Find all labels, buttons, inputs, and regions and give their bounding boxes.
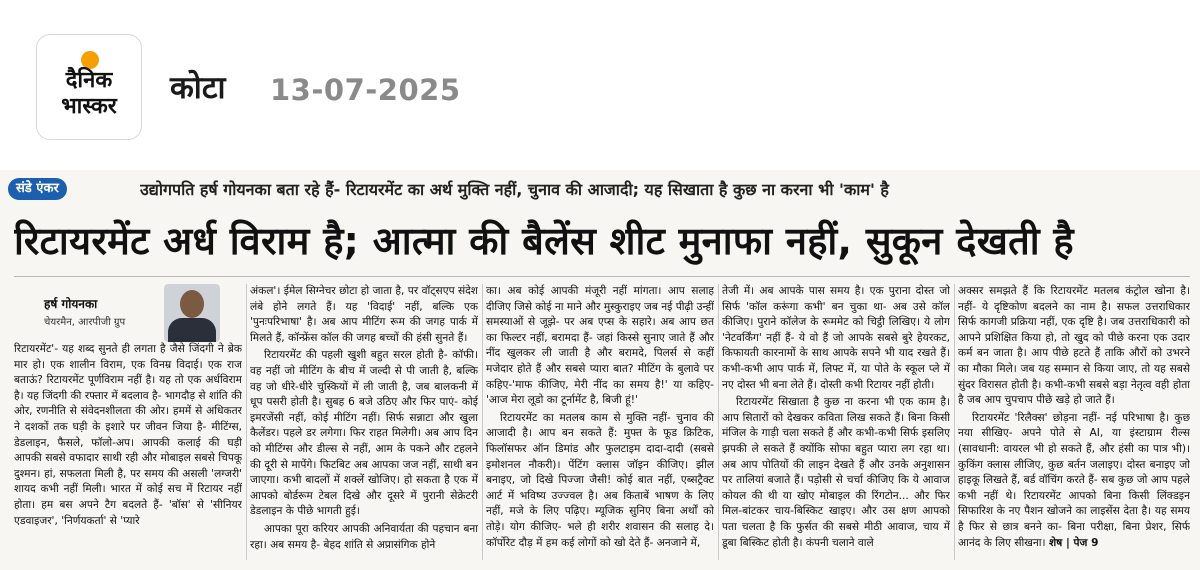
article-column-3 [486,284,714,564]
paragraph [958,411,1190,551]
paragraph: रिटायरमेंट'- यह शब्द सुनते ही लगता है जैसे जिंदगी ने ब्रेक मार हो। एक शालीन विराम, एक विनम्र विदाई। एक राज बताऊं? रिटायरमेंट पूर्णविराम नहीं है। यह तो एक अर्धविराम है। यह जिंदगी की रफ्तार में बदलाव है- भागदौड़ से शांति की ओर, रणनीति से संवेदनशीलता की ओर। हममें से अधिकतर ने दशकों तक घड़ी के इशारे पर जीवन जिया है- मीटिंग्स, डेडलाइन, फैसले, फॉलो-अप। आपकी कलाई की घड़ी आपकी सबसे वफादार साथी रही और मोबाइल सबसे चिपकू दुश्मन। हां, सफलता मिली है, पर समय की असली 'लग्जरी' शायद कभी नहीं मिली। भारत में कोई सच में रिटायर नहीं होता। हम बस अपने टैग बदलते हैं- 'बॉस' से 'सीनियर एडवाइजर', 'निर्णयकर्ता' से 'प्यारे [14,343,242,527]
photo-head [180,290,204,318]
paragraph: रिटायरमेंट सिखाता है कुछ ना करना भी एक काम है। आप सितारों को देखकर कविता लिख सकते हैं। बिना किसी मंजिल के गाड़ी चला सकते हैं और कभी-कभी सिर्फ इसलिए झपकी ले सकते हैं क्योंकि सोफा बहुत प्यारा लग रहा था। अब आप पोतियों की लाइन देखते हैं और उनके अनुशासन पर तालियां बजाते हैं। पड़ोसी से चर्चा कीजिए कि ये आवाज कोयल की थी या खोए मोबाइल की रिंगटोन... और फिर मिल-बांटकर चाय-बिस्किट खाइए। और उस क्षण आपको पता चलता है कि फुर्सत की सबसे मीठी आवाज, चाय में डूबा बिस्किट होती है। कंपनी चलाने वाले [722,396,950,549]
kicker-line: उद्योगपति हर्ष गोयनका बता रहे हैं- रिटायरमेंट का अर्थ मुक्ति नहीं, चुनाव की आजादी; यह सिखाता है कुछ ना करना भी 'काम' है [140,180,889,199]
author-photo [164,284,220,342]
edition-city: कोटा [170,70,226,106]
section-tag: संडे एंकर [8,178,67,200]
newspaper-clipping [0,170,1200,570]
byline [14,282,242,342]
column-divider [482,284,483,560]
paragraph: रिटायरमेंट का मतलब काम से मुक्ति नहीं- चुनाव की आजादी है। आप बन सकते हैं: मुफ्त के फूड क्रिटिक, फिलॉसफर ऑन डिमांड और फुलटाइम दादा-दादी (सबसे इमोशनल नौकरी)। पेंटिंग क्लास जॉइन कीजिए। झील बनाइए, जो दिखे पिज्जा जैसी! कोई बात नहीं, एब्सट्रैक्ट आर्ट में भविष्य उज्ज्वल है। अब किताबें भाषण के लिए नहीं, मजे के लिए पढ़िए। म्यूजिक सुनिए बिना अर्थों को तोड़े। योग कीजिए- भले ही शरीर शवासन की सलाह दे। कॉर्पोरेट दौड़ में हम कई लोगों को खो देते हैं- अनजाने में, [486,411,714,549]
paragraph: तेजी में। अब आपके पास समय है। एक पुराना दोस्त जो सिर्फ 'कॉल करूंगा कभी' बन चुका था- अब उसे कॉल कीजिए। पुराने कॉलेज के रूममेट को चिट्ठी लिखिए। ये लोग 'नेटवर्किंग' नहीं हैं- ये वो हैं जो आपके सबसे बुरे हेयरकट, किफायती कारनामों के साथ आपके सपने भी याद रखते हैं। कभी-कभी आप पार्क में, लिफ्ट में, या पोते के स्कूल प्ले में नए दोस्त भी बना लेते हैं। दोस्ती कभी रिटायर नहीं होती। [722,285,950,391]
logo-line-2: भास्कर [61,94,117,119]
logo-line-1: दैनिक [65,68,113,93]
column-divider [246,284,247,560]
article-column-1 [14,342,242,564]
dainik-bhaskar-logo [36,34,142,140]
sun-icon [81,51,99,69]
paragraph: रिटायरमेंट की पहली खुशी बहुत सरल होती है- कॉफी। वह नहीं जो मीटिंग के बीच में जल्दी से पी जाती है, बल्कि वह जो धीरे-धीरे चुस्कियों में ली जाती है, जब बालकनी में धूप पसरी होती है। सुबह 6 बजे उठिए और फिर पाएं- कोई इमरजेंसी नहीं, कोई मीटिंग नहीं। सिर्फ सन्नाटा और खुला कैलेंडर। पहले डर लगेगा। फिर राहत मिलेगी। अब आप दिन को मीटिंग्स और डील्स से नहीं, आम के पकने और टहलने की दूरी से मापेंगे। फिटबिट अब आपका जज नहीं, साथी बन जाएगा। कभी बादलों में शक्लें खोजिए। हो सकता है एक में आपको बोर्डरूम टेबल दिखे और दूसरे में पुरानी सेक्रेटरी डेडलाइन के पीछे भागती हुई। [250,349,478,518]
continuation-note: शेष | पेज 9 [1048,536,1099,549]
author-role: चेयरमैन, आरपीजी ग्रुप [44,317,126,328]
headline-divider [14,276,1190,277]
paragraph-text: रिटायरमेंट 'रिलैक्स' छोड़ना नहीं- नई परिभाषा है। कुछ नया सीखिए- अपने पोते से AI, या इंस्टाग्राम रील्स (सावधानी: वायरल भी हो सकते हैं, और हंसी का पात्र भी)। कुकिंग क्लास लीजिए, कुछ बर्तन जलाइए। दोस्त बनाइए जो हाइकू लिखते हैं, बर्ड वॉचिंग करते हैं- सब कुछ जो आप पहले कभी नहीं थे। रिटायरमेंट आपको बिना किसी लिंक्डइन सिफारिश के नए पैशन खोजने का लाइसेंस देता है। यह समय है फिर से छात्र बनने का- बिना परीक्षा, बिना प्रेशर, सिर्फ आनंद के लिए सीखना। [958,411,1190,549]
column-divider [718,284,719,560]
article-column-5 [958,284,1190,564]
edition-date: 13-07-2025 [270,73,461,107]
author-name: हर्ष गोयनका [44,297,98,311]
paragraph: अंकल'। ईमेल सिग्नेचर छोटा हो जाता है, पर वॉट्सएप संदेश लंबे होने लगते हैं। यह 'विदाई' नहीं, बल्कि एक 'पुनःपरिभाषा' है। अब आप मीटिंग रूम की जगह पार्क में मिलते हैं, कॉन्फ्रेंस कॉल की जगह बच्चों की हंसी सुनते हैं। [250,285,478,344]
photo-torso [168,318,216,342]
column-divider [954,284,955,560]
paragraph: का। अब कोई आपकी मंजूरी नहीं मांगता। आप सलाह दीजिए जिसे कोई ना माने और मुस्कुराइए जब नई पीढ़ी उन्हीं समस्याओं से जूझे- पर अब एप्स के सहारे। अब आप छत का फिल्टर नहीं, बरामदा हैं- जहां किस्से सुनाए जाते हैं और नींद खुलकर ली जाती है और बरामदे, पिलर्स से कहीं मजेदार होते हैं और सबसे प्यारा बात? मीटिंग के बुलावे पर कहिए-'माफ कीजिए, मेरी नींद का समय है!' या कहिए- 'आज मेरा लूडो का टूर्नामेंट है, बिजी हूं!' [486,285,714,407]
paragraph: आपका पूरा करियर आपकी अनिवार्यता की पहचान बना रहा। अब समय है- बेहद शांति से अप्रासंगिक होने [250,522,478,551]
headline: रिटायरमेंट अर्ध विराम है; आत्मा की बैलेंस शीट मुनाफा नहीं, सुकून देखती है [14,219,1074,263]
article-column-2 [250,284,478,564]
article-column-4 [722,284,950,564]
paragraph: अक्सर समझते हैं कि रिटायरमेंट मतलब कंट्रोल खोना है। नहीं- ये दृष्टिकोण बदलने का नाम है। सफल उत्तराधिकार सिर्फ कागजी प्रक्रिया नहीं, एक दृष्टि है। जब उत्तराधिकारी को आपने प्रशिक्षित किया हो, तो खुद को पीछे करना एक उदार कर्म बन जाता है। आप पीछे हटते हैं ताकि औरों को उभरने का मौका मिले। जब यह सम्मान से किया जाए, तो यह सबसे सुंदर विरासत होती है। कभी-कभी सबसे बड़ा नेतृत्व वही होता है जब आप चुपचाप पीछे खड़े हो जाते हैं। [958,285,1190,407]
